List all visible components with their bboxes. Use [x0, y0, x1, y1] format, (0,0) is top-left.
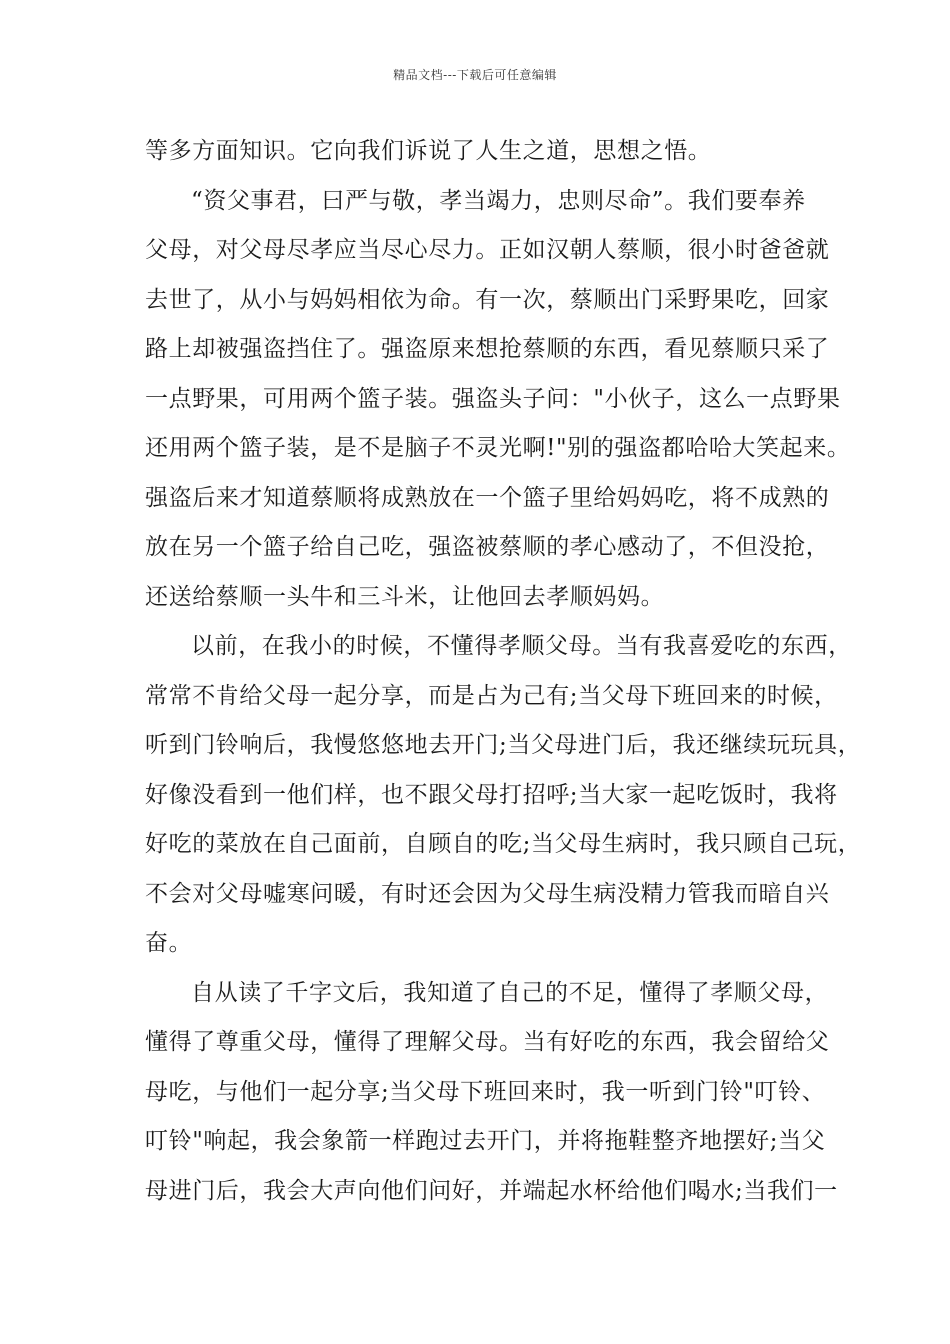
text-line-21: 叮铃"响起，我会象箭一样跑过去开门，并将拖鞋整齐地摆好;当父 [145, 1128, 826, 1154]
text-line-15: 好吃的菜放在自己面前，自顾自的吃;当父母生病时，我只顾自己玩， [145, 831, 862, 857]
text-line-2: “资父事君，曰严与敬，孝当竭力，忠则尽命”。我们要奉养 [191, 187, 806, 214]
text-line-12: 常常不肯给父母一起分享，而是占为己有;当父母下班回来的时候， [145, 682, 838, 709]
text-line-7: 还用两个篮子装，是不是脑子不灵光啊!"别的强盗都哈哈大笑起来。 [145, 435, 851, 461]
text-line-13: 听到门铃响后，我慢悠悠地去开门;当父母进门后，我还继续玩玩具， [145, 732, 862, 758]
text-line-8: 强盗后来才知道蔡顺将成熟放在一个篮子里给妈妈吃，将不成熟的 [145, 484, 830, 511]
text-line-22: 母进门后，我会大声向他们问好，并端起水杯给他们喝水;当我们一 [145, 1177, 838, 1204]
body-text [145, 133, 862, 1222]
text-line-17: 奋。 [145, 930, 193, 956]
text-line-20: 母吃，与他们一起分享;当父母下班回来时，我一听到门铃"叮铃、 [145, 1078, 826, 1105]
text-line-9: 放在另一个篮子给自己吃，强盗被蔡顺的孝心感动了，不但没抢， [145, 534, 830, 560]
text-line-4: 去世了，从小与妈妈相依为命。有一次，蔡顺出门采野果吃，回家 [145, 286, 830, 313]
text-line-16: 不会对父母嘘寒问暖，有时还会因为父母生病没精力管我而暗自兴 [145, 880, 830, 907]
text-line-14: 好像没看到一他们样，也不跟父母打招呼;当大家一起吃饭时，我将 [145, 781, 838, 808]
page-header: 精品文档---下载后可任意编辑 [393, 68, 557, 82]
text-line-1: 等多方面知识。它向我们诉说了人生之道，思想之悟。 [145, 138, 712, 164]
text-line-3: 父母，对父母尽孝应当尽心尽力。正如汉朝人蔡顺，很小时爸爸就 [145, 237, 830, 263]
text-line-6: 一点野果，可用两个篮子装。强盗头子问："小伙子，这么一点野果 [145, 385, 841, 412]
text-line-19: 懂得了尊重父母，懂得了理解父母。当有好吃的东西，我会留给父 [145, 1029, 830, 1055]
text-line-10: 还送给蔡顺一头牛和三斗米，让他回去孝顺妈妈。 [145, 583, 665, 610]
text-line-5: 路上却被强盗挡住了。强盗原来想抢蔡顺的东西，看见蔡顺只采了 [145, 336, 830, 362]
text-line-11: 以前，在我小的时候，不懂得孝顺父母。当有我喜爱吃的东西， [191, 633, 852, 659]
text-line-18: 自从读了千字文后，我知道了自己的不足，懂得了孝顺父母， [191, 979, 829, 1006]
